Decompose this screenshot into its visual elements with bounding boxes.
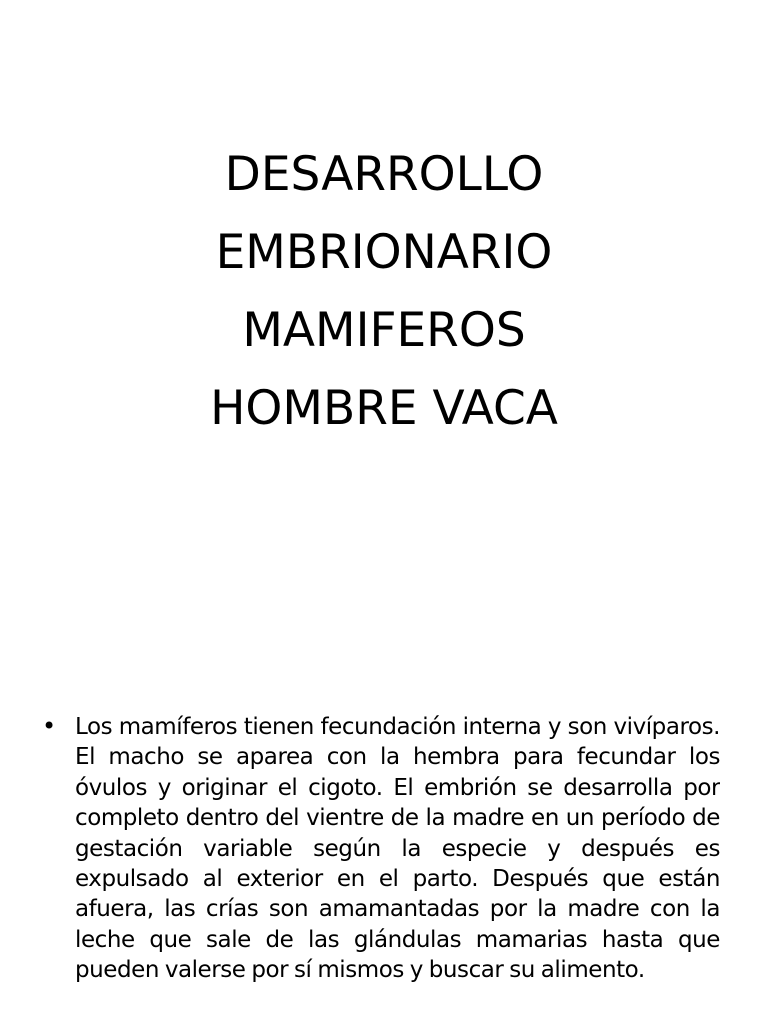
title-line-4: HOMBRE VACA	[210, 381, 558, 436]
title-line-1: DESARROLLO	[224, 147, 544, 202]
title-line-3: MAMIFEROS	[242, 303, 526, 358]
bullet-list	[40, 712, 720, 1024]
bullet-point-icon: •	[42, 712, 57, 740]
title-line-2: EMBRIONARIO	[215, 225, 553, 280]
bullet-paragraph: Los mamíferos tienen fecundación interna y son vivíparos. El macho se aparea con la hembra para fecundar los óvulos y originar el cigoto. El embrión se desarrolla por completo dentro del vientre de la madre en un período de gestación variable según la especie y después es expulsado al exterior en el parto. Después que están afuera, las crías son amamantadas por la madre con la leche que sale de las glándulas mamarias hasta que pueden valerse por sí mismos y buscar su alimento.	[75, 714, 720, 984]
slide-title	[120, 136, 648, 448]
